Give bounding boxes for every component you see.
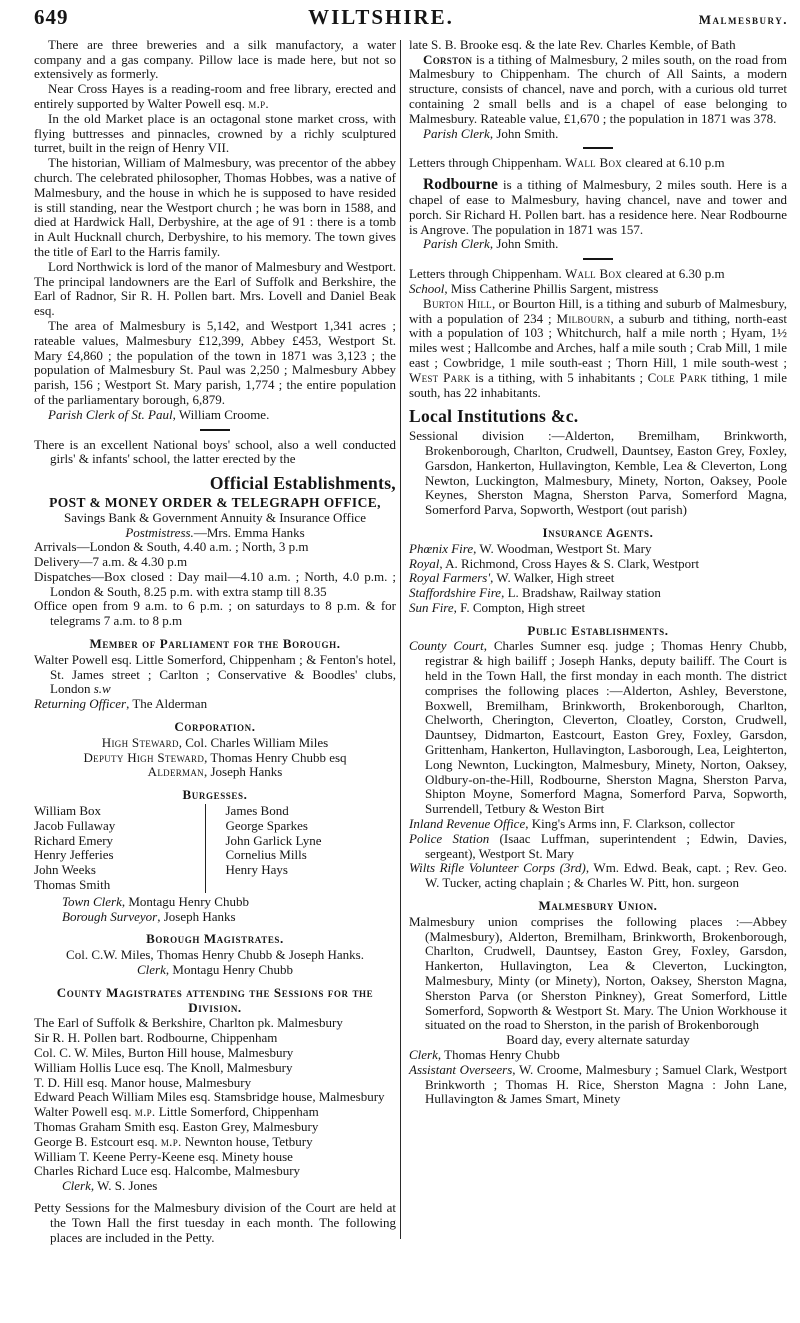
text-run: , Col. Charles William Miles	[178, 734, 329, 750]
text-run: is a tithing of Malmesbury, 2 miles south, on the road from Malmesbury to Chippenham. The church of All Saints, a modern structure, consists of chancel, nave and porch, with a curious old turret containing 2 small bells and is a chapel of ease belonging to Malmesbury. Rateable value, £1,670 ; the population in 1871 was 378.	[409, 51, 787, 126]
directory-entry	[34, 1076, 396, 1091]
text-run: , W. Walker, High street	[490, 570, 615, 586]
text-run: Letters through Chippenham.	[409, 266, 565, 282]
directory-entry	[409, 557, 787, 572]
text-run: , John Smith.	[489, 125, 559, 141]
directory-entry	[409, 1063, 787, 1107]
text-run: There are three breweries and a silk manufactory, a water company and a gas company. Pillow lace is made here, but not so extensively as formerly.	[34, 36, 396, 82]
burgess-name: John Weeks	[34, 862, 96, 878]
centered-line	[34, 736, 396, 751]
directory-entry	[34, 570, 396, 600]
text-run: Parish Clerk	[423, 125, 490, 141]
rule-divider	[583, 147, 613, 149]
text-run: Postmistress.	[125, 524, 194, 540]
text-run: cleared at 6.30 p.m	[622, 266, 725, 282]
burgess-sub-column	[205, 804, 397, 893]
paragraph	[34, 112, 396, 156]
text-run: POST & MONEY ORDER & TELEGRAPH OFFICE,	[49, 494, 381, 510]
burgess-name: George Sparkes	[225, 817, 308, 833]
section-heading	[409, 526, 787, 541]
directory-entry	[409, 586, 787, 601]
text-run: High Steward	[101, 734, 179, 750]
directory-entry	[34, 1201, 396, 1245]
directory-entry	[409, 601, 787, 616]
text-run: Parish Clerk of St. Paul	[48, 406, 173, 422]
page-header	[34, 5, 788, 29]
text-run: , W. Croome, Malmesbury ; Samuel Clark, Westport Brinkworth ; Thomas H. Rice, Sherston Magna : John Lane, Hullavington & James Smart, Minety	[425, 1061, 787, 1107]
directory-entry	[409, 571, 787, 586]
text-run: late S. B. Brooke esq. & the late Rev. Charles Kemble, of Bath	[409, 36, 736, 52]
text-run: Public Establishments.	[527, 622, 669, 638]
directory-entry	[62, 910, 396, 925]
text-run: Malmesbury Union.	[538, 898, 658, 914]
directory-entry	[34, 438, 396, 468]
text-run: Assistant Overseers	[409, 1061, 513, 1077]
major-heading	[409, 406, 787, 427]
directory-entry	[62, 895, 396, 910]
page-number: 649	[34, 5, 69, 29]
text-run: s.w	[93, 681, 111, 697]
text-run: Corston	[423, 51, 473, 67]
text-run: Burton Hill	[423, 295, 492, 311]
directory-entry	[409, 915, 787, 1033]
text-run: Local Institutions &c.	[409, 406, 579, 427]
paragraph	[409, 127, 787, 142]
directory-entry	[409, 817, 787, 832]
burgess-sub-column	[34, 804, 205, 893]
text-run: Office open from 9 a.m. to 6 p.m. ; on saturdays to 8 p.m. & for telegrams 7 a.m. to 8 p.m	[34, 598, 396, 629]
directory-entry	[34, 1120, 396, 1135]
text-run: Charles Richard Luce esq. Halcombe, Malmesbury	[34, 1163, 301, 1179]
burgess-name: Cornelius Mills	[225, 847, 307, 863]
directory-entry	[409, 861, 787, 891]
text-run: Wilts Rifle Volunteer Corps (3rd)	[409, 860, 586, 876]
text-run: Lord Northwick is lord of the manor of Malmesbury and Westport. The principal landowners are the Earl of Suffolk and Berkshire, the Earl of Radnor, Sir R. H. Pollen bart. Mrs. Lovell and Daniel Beak esq.	[34, 258, 396, 319]
text-run: William Hollis Luce esq. The Knoll, Malmesbury	[34, 1059, 293, 1075]
burgess-name: Thomas Smith	[34, 877, 111, 893]
text-run: , W. Woodman, Westport St. Mary	[473, 540, 652, 556]
right-column	[404, 38, 787, 1246]
text-run: School	[409, 280, 445, 296]
text-run: Town Clerk	[62, 893, 122, 909]
burgess-name: Jacob Fullaway	[34, 817, 116, 833]
paragraph	[409, 178, 787, 237]
section-heading	[34, 986, 396, 1016]
directory-entry	[34, 1031, 396, 1046]
text-run: Clerk	[137, 962, 166, 978]
text-run: T. D. Hill esq. Manor house, Malmesbury	[34, 1074, 252, 1090]
directory-entry	[34, 1046, 396, 1061]
section-heading	[409, 899, 787, 914]
text-run: Letters through Chippenham.	[409, 155, 565, 171]
directory-entry	[34, 599, 396, 629]
paragraph	[34, 408, 396, 423]
text-run: (Isaac Luffman, superintendent ; Edwin, Davies, sergeant), Westport St. Mary	[425, 830, 787, 861]
section-heading	[34, 788, 396, 803]
burgess-name: John Garlick Lyne	[225, 832, 322, 848]
text-run: Near Cross Hayes is a reading-room and free library, erected and entirely supported by Walter Powell esq.	[34, 81, 396, 111]
paragraph	[409, 237, 787, 252]
paragraph	[34, 319, 396, 408]
text-run: m.p.	[248, 95, 269, 111]
text-run: Inland Revenue Office	[409, 816, 526, 832]
directory-entry	[409, 267, 787, 282]
paragraph	[409, 38, 787, 53]
text-run: There is an excellent National boys' school, also a well conducted girls' & infants' school, the latter erected by the	[34, 436, 396, 467]
centered-line	[34, 526, 396, 541]
section-heading	[409, 624, 787, 639]
text-run: , Thomas Henry Chubb	[437, 1047, 560, 1062]
burgess-name: Richard Emery	[34, 832, 114, 848]
text-run: , Miss Catherine Phillis Sargent, mistress	[444, 280, 659, 296]
text-run: Clerk	[62, 1178, 91, 1194]
text-run: is a tithing, with 5 inhabitants ;	[470, 369, 648, 385]
text-run: , F. Compton, High street	[453, 599, 586, 615]
paragraph	[34, 38, 396, 82]
directory-entry	[409, 156, 787, 171]
text-run: Thomas Graham Smith esq. Easton Grey, Malmesbury	[34, 1118, 319, 1134]
burgess-name: Henry Jefferies	[34, 847, 114, 863]
directory-entry	[409, 282, 787, 297]
burgess-name: James Bond	[225, 803, 289, 819]
paragraph	[409, 53, 787, 127]
text-run: Col. C.W. Miles, Thomas Henry Chubb & Joseph Hanks.	[66, 947, 364, 963]
page-title: WILTSHIRE.	[308, 5, 454, 29]
text-run: , a suburb and tithing, north-east with a population of 103 ; Whitchurch, half a mile north ; Hyam, 1½ miles west ; Hallcombe and Arches, half a mile south ; Crab Mill, 1 mile east ; Cowbridge, 1 mile south-east ; Thorn Hill, 1 mile south-west ;	[409, 310, 787, 370]
text-run: , L. Bradshaw, Railway station	[501, 585, 661, 601]
text-run: The historian, William of Malmesbury, was precentor of the abbey church. The celebrated philosopher, Thomas Hobbes, was a native of Malmesbury, and the house in which he is supposed to have resided is still standing, near the Westport church ; he was born in 1588, and died at Hardwick Hall, Derbyshire, at the age of 91 : there is a tomb in Ault Hucknall church, Derbyshire, to his memory. The town gives the title of Earl to the Harris family.	[34, 155, 396, 259]
text-run: , Montagu Henry Chubb	[165, 962, 293, 978]
text-run: Corporation.	[174, 719, 256, 735]
text-run: Walter Powell esq. Little Somerford, Chippenham ; & Fenton's hotel, St. James street ; Carlton ; Conservative & Boodles' clubs, London	[34, 651, 396, 697]
text-run: , Thomas Henry Chubb esq	[204, 749, 347, 765]
text-run: , William Croome.	[172, 406, 270, 422]
text-run: Deputy High Steward	[83, 749, 205, 765]
text-run: Milbourn	[556, 310, 611, 326]
text-run: Official Establishments,	[209, 473, 396, 494]
text-run: Malmesbury union comprises the following places :—Abbey (Malmesbury), Alderton, Bremilham, Brinkworth, Brokenborough, Charlton, Crudwell, Dauntsey, Easton Grey, Foxley, Garsdon, Hankerton, Hullavington, Lea & Cleverton, Luckington, Malmesbury, Minty (or Minety), Norton, Oaksey, Sherston Magna, Sherston Parva (or Sherston Pinkney), Great Somerford, Little Somerford, Sopworth & Westport St. Mary. The Union Workhouse it situated on the road to Sherston, in the parish of Brokenborough	[409, 913, 787, 1033]
text-run: The area of Malmesbury is 5,142, and Westport 1,341 acres ; rateable values, Malmesbury £12,399, Abbey £453, Westport St. Mary £4,860 ; the population of the town in 1871 was 3,123 ; the population of Malmesbury St. Paul was 2,250 ; Malmesbury Abbey parish, 156 ; Westport St. Mary parish, 1,774 ; the entire population of the parliamentary borough, 6,879.	[34, 317, 396, 407]
text-run: , Wm. Edwd. Beak, capt. ; Rev. Geo. W. Tucker, acting chaplain ; & Charles W. Pitt, hon. surgeon	[425, 860, 787, 891]
directory-entry	[34, 653, 396, 697]
centered-line	[34, 511, 396, 526]
text-run: The Earl of Suffolk & Berkshire, Charlton pk. Malmesbury	[34, 1015, 343, 1031]
directory-entry	[409, 832, 787, 862]
text-run: Insurance Agents.	[542, 524, 654, 540]
text-run: Wall Box	[564, 155, 623, 171]
text-run: Walter Powell esq.	[34, 1104, 135, 1120]
text-run: , A. Richmond, Cross Hayes & S. Clark, Westport	[439, 555, 700, 571]
directory-entry	[34, 1164, 396, 1179]
text-run: , Joseph Hanks	[157, 908, 236, 924]
directory-entry	[34, 555, 396, 570]
section-heading	[34, 496, 396, 511]
text-run: Royal	[409, 555, 440, 571]
rule-divider	[583, 258, 613, 260]
text-run: Police Station	[409, 830, 490, 846]
text-run: , W. S. Jones	[90, 1178, 158, 1194]
text-run: Rodbourne	[423, 176, 498, 194]
text-run: , Montagu Henry Chubb	[121, 893, 249, 909]
directory-entry	[34, 540, 396, 555]
text-run: —Mrs. Emma Hanks	[193, 524, 305, 540]
text-run: County Court	[409, 638, 484, 654]
text-run: Member of Parliament for the Borough.	[89, 636, 341, 652]
text-run: Sir R. H. Pollen bart. Rodbourne, Chippenham	[34, 1030, 278, 1046]
text-run: Savings Bank & Government Annuity & Insurance Office	[64, 509, 366, 525]
text-run: Wall Box	[564, 266, 623, 282]
directory-entry	[409, 429, 787, 518]
text-run: Edward Peach William Miles esq. Stamsbridge house, Malmesbury	[34, 1089, 385, 1105]
text-run: Arrivals—London & South, 4.40 a.m. ; North, 3 p.m	[34, 539, 309, 555]
text-run: Parish Clerk	[423, 236, 490, 252]
section-heading	[34, 932, 396, 947]
text-run: Sessional division :—Alderton, Bremilham, Brinkworth, Brokenborough, Charlton, Crudwell, Dauntsey, Easton Grey, Foxley, Garsdon, Hankerton, Hullavington, Kemble, Lea & Cleverton, Long Newton, Luckington, Malmesbury, Minety, Norton, Oaksey, Poole Keynes, Sherston Magna, Sherston Parva, Somerford Magna, Somerford Parva, Sopworth, Westport (out parish)	[409, 428, 787, 518]
text-run: Board day, every alternate saturday	[506, 1032, 690, 1048]
text-run: In the old Market place is an octagonal stone market cross, with flying buttresses and pinnacles, crowned by a richly sculptured turret, built in the reign of Henry VII.	[34, 110, 396, 156]
text-run: , King's Arms inn, F. Clarkson, collector	[525, 816, 735, 832]
text-run: Petty Sessions for the Malmesbury division of the Court are held at the Town Hall the first tuesday in each month. The following places are included in the Petty.	[34, 1199, 396, 1245]
directory-entry	[34, 1090, 396, 1105]
text-run: Returning Officer	[34, 696, 127, 712]
section-heading	[34, 637, 396, 652]
directory-entry	[62, 1179, 396, 1194]
paragraph	[34, 697, 396, 712]
paragraph	[409, 297, 787, 401]
left-column	[34, 38, 396, 1246]
text-run: , The Alderman	[126, 696, 208, 712]
text-run: Staffordshire Fire	[409, 585, 502, 601]
text-run: Phœnix Fire	[409, 540, 474, 556]
text-run: , Charles Sumner esq. judge ; Thomas Henry Chubb, registrar & high bailiff ; Joseph Hanks, deputy bailiff. The Court is held in the Town Hall, the first monday in each month. The district comprises the following places :—Alderton, Ashley, Beverstone, Boxwell, Bremilham, Brinkworth, Brokenborough, Charlton, Chelworth, Cherington, Cleverton, Cloatley, Corston, Crudwell, Dauntsey, Didmarton, Eastcourt, Easton Grey, Foxley, Garsdon, Grittenham, Hankerton, Hullavington, Lasborough, Lea, Leighterton, Long Newnton, Luckington, Malmesbury, Minety, Norton, Oaksey, Oldbury-on-the-Hill, Rodbourne, Sherston Magna, Sherston Parva, Shipton Moyne, Somerford Magna, Somerford Parva, Sopworth, Surrendell, Tetbury & Weston Birt	[425, 638, 788, 817]
text-run: is a tithing of Malmesbury, 2 miles south. Here is a chapel of ease to Malmesbury, having chancel, nave and tower and porch. Sir Richard H. Pollen bart. has a residence here. Near Rodbourne is Angrove. The population in 1871 was 157.	[409, 177, 787, 237]
burgess-name: Henry Hays	[225, 862, 288, 878]
text-run: Clerk	[409, 1047, 438, 1062]
text-run: Delivery—7 a.m. & 4.30 p.m	[34, 554, 188, 570]
text-run: West Park	[409, 369, 471, 385]
paragraph	[409, 1048, 787, 1063]
text-run: Sun Fire	[409, 599, 454, 615]
burgess-list	[34, 804, 396, 893]
directory-entry	[34, 1150, 396, 1165]
text-run: , Joseph Hanks	[203, 764, 283, 780]
rule-divider	[200, 429, 230, 431]
text-run: m.p.	[160, 1133, 182, 1149]
text-run: Borough Surveyor	[62, 908, 158, 924]
directory-entry	[34, 1135, 396, 1150]
text-run: , John Smith.	[489, 236, 559, 252]
directory-entry	[409, 542, 787, 557]
directory-entry	[409, 639, 787, 817]
text-run: tithing, 1 mile south, has 22 inhabitants.	[409, 369, 787, 400]
text-run: George B. Estcourt esq.	[34, 1133, 161, 1149]
text-run: Cole Park	[647, 369, 708, 385]
centered-line	[34, 948, 396, 963]
centered-line	[34, 765, 396, 780]
column-divider	[400, 40, 401, 1240]
centered-line	[34, 963, 396, 978]
directory-entry	[34, 1105, 396, 1120]
running-head: Malmesbury.	[698, 12, 788, 27]
burgess-name: William Box	[34, 803, 101, 819]
text-run: William T. Keene Perry-Keene esq. Minety house	[34, 1148, 293, 1164]
text-run: Alderman	[147, 764, 204, 780]
directory-entry	[34, 1061, 396, 1076]
text-run: , or Bourton Hill, is a tithing and suburb of Malmesbury, with a population of 234 ;	[409, 295, 787, 326]
text-run: Borough Magistrates.	[146, 931, 284, 947]
centered-line	[34, 751, 396, 766]
text-run: Col. C. W. Miles, Burton Hill house, Malmesbury	[34, 1045, 294, 1060]
text-run: Dispatches—Box closed : Day mail—4.10 a.m. ; North, 4.0 p.m. ; London & South, 8.25 p.m. with extra stamp till 8.35	[34, 568, 396, 599]
two-column-body	[34, 38, 788, 1246]
centered-line	[409, 1033, 787, 1048]
text-run: County Magistrates attending the Sessions for the Division.	[56, 984, 374, 1015]
text-run: Royal Farmers'	[409, 570, 491, 586]
major-heading	[34, 473, 396, 494]
text-run: Little Somerford, Chippenham	[155, 1104, 319, 1120]
text-run: Newnton house, Tetbury	[181, 1133, 313, 1149]
paragraph	[34, 82, 396, 112]
paragraph	[34, 260, 396, 319]
paragraph	[34, 156, 396, 260]
text-run: Burgesses.	[182, 787, 248, 803]
directory-entry	[34, 1016, 396, 1031]
section-heading	[34, 720, 396, 735]
text-run: m.p.	[134, 1104, 156, 1120]
text-run: cleared at 6.10 p.m	[622, 155, 725, 171]
